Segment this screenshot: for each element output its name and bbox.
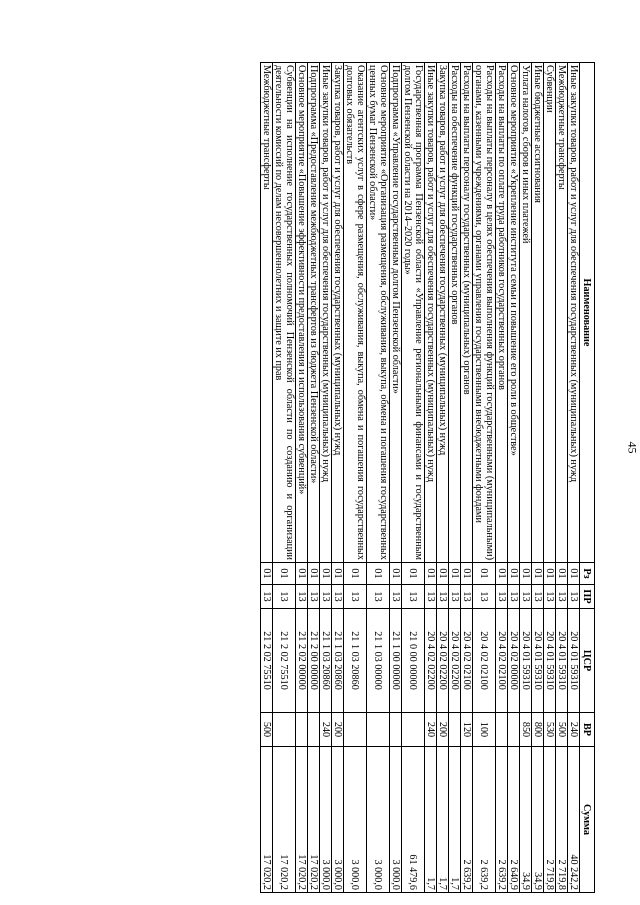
cell-name: Межбюджетные трансферты xyxy=(556,63,568,563)
cell-name: Основное мероприятие «Укрепление института семьи и повышение его роли в обществе» xyxy=(508,63,520,563)
cell-rz: 01 xyxy=(367,563,390,585)
cell-vr xyxy=(402,713,425,747)
cell-vr: 200 xyxy=(437,713,449,747)
cell-pr: 13 xyxy=(344,585,367,609)
cell-name: Иные бюджетные ассигнования xyxy=(532,63,544,563)
cell-sum: 17 020,2 xyxy=(261,747,273,893)
cell-vr xyxy=(273,713,296,747)
table-row xyxy=(273,63,296,893)
cell-vr: 850 xyxy=(520,713,532,747)
budget-table xyxy=(260,62,595,893)
table-row xyxy=(473,63,496,893)
cell-csr: 20 4 01 59310 xyxy=(568,609,580,713)
cell-sum: 40 242,2 xyxy=(568,747,580,893)
cell-name: Расходы на обеспечение функций государственных органов xyxy=(449,63,461,563)
table-body xyxy=(261,63,580,893)
cell-csr: 21 1 03 20860 xyxy=(332,609,344,713)
table-row xyxy=(568,63,580,893)
cell-name: Подпрограмма «Управление государственным долгом Пензенской области» xyxy=(390,63,402,563)
table-row xyxy=(437,63,449,893)
cell-vr xyxy=(296,713,308,747)
cell-vr: 530 xyxy=(544,713,556,747)
cell-csr: 20 4 02 02200 xyxy=(425,609,437,713)
cell-pr: 13 xyxy=(508,585,520,609)
cell-vr: 240 xyxy=(425,713,437,747)
cell-vr: 240 xyxy=(320,713,332,747)
table-row xyxy=(296,63,308,893)
cell-pr: 13 xyxy=(390,585,402,609)
cell-sum: 34,9 xyxy=(532,747,544,893)
cell-name: Основное мероприятие «Повышение эффективности предоставления и использования субвенций» xyxy=(296,63,308,563)
header-sum: Сумма xyxy=(580,747,595,893)
cell-pr: 13 xyxy=(402,585,425,609)
cell-rz: 01 xyxy=(425,563,437,585)
cell-rz: 01 xyxy=(273,563,296,585)
cell-vr: 240 xyxy=(568,713,580,747)
cell-vr: 500 xyxy=(261,713,273,747)
cell-vr xyxy=(308,713,320,747)
cell-rz: 01 xyxy=(308,563,320,585)
cell-csr: 20 4 01 59310 xyxy=(520,609,532,713)
cell-name: Расходы на выплаты по оплате труда работников государственных органов xyxy=(496,63,508,563)
cell-rz: 01 xyxy=(390,563,402,585)
table-row xyxy=(496,63,508,893)
table-row xyxy=(390,63,402,893)
cell-name: Иные закупки товаров, работ и услуг для обеспечения государственных (муниципальных) нужд xyxy=(320,63,332,563)
header-vr: ВР xyxy=(580,713,595,747)
table-header-row xyxy=(580,63,595,893)
cell-sum: 2 639,2 xyxy=(461,747,473,893)
cell-rz: 01 xyxy=(449,563,461,585)
cell-name: Закупка товаров, работ и услуг для обеспечения государственных (муниципальных) нужд xyxy=(437,63,449,563)
cell-sum: 2 639,2 xyxy=(473,747,496,893)
table-row xyxy=(320,63,332,893)
cell-rz: 01 xyxy=(320,563,332,585)
cell-name: Субвенции xyxy=(544,63,556,563)
table-row xyxy=(449,63,461,893)
cell-rz: 01 xyxy=(473,563,496,585)
cell-rz: 01 xyxy=(261,563,273,585)
cell-csr: 20 4 02 00000 xyxy=(508,609,520,713)
cell-csr: 20 4 02 02100 xyxy=(473,609,496,713)
cell-name: Закупка товаров, работ и услуг для обеспечения государственных (муниципальных) нужд xyxy=(332,63,344,563)
cell-pr: 13 xyxy=(320,585,332,609)
cell-sum: 3 000,0 xyxy=(332,747,344,893)
header-csr: ЦСР xyxy=(580,609,595,713)
cell-pr: 13 xyxy=(532,585,544,609)
header-rz: Рз xyxy=(580,563,595,585)
cell-sum: 61 479,6 xyxy=(402,747,425,893)
cell-pr: 13 xyxy=(496,585,508,609)
cell-pr: 13 xyxy=(520,585,532,609)
cell-rz: 01 xyxy=(437,563,449,585)
budget-table-rotated xyxy=(65,62,595,892)
cell-vr: 120 xyxy=(461,713,473,747)
cell-pr: 13 xyxy=(437,585,449,609)
cell-rz: 01 xyxy=(508,563,520,585)
table-row xyxy=(520,63,532,893)
table-row xyxy=(332,63,344,893)
cell-vr xyxy=(367,713,390,747)
cell-pr: 13 xyxy=(308,585,320,609)
cell-sum: 2 719,8 xyxy=(556,747,568,893)
cell-sum: 3 000,0 xyxy=(320,747,332,893)
table-row xyxy=(508,63,520,893)
cell-vr xyxy=(344,713,367,747)
cell-name: Иные закупки товаров, работ и услуг для обеспечения государственных (муниципальных) нужд xyxy=(425,63,437,563)
cell-sum: 3 000,0 xyxy=(344,747,367,893)
cell-name: Оказание агентских услуг в сфере размещения, обслуживания, выкупа, обмена и погашения государственных долговых обязательств xyxy=(344,63,367,563)
cell-rz: 01 xyxy=(556,563,568,585)
cell-rz: 01 xyxy=(568,563,580,585)
cell-sum: 1,7 xyxy=(425,747,437,893)
cell-vr: 200 xyxy=(332,713,344,747)
cell-csr: 21 1 03 20860 xyxy=(344,609,367,713)
cell-sum: 17 020,2 xyxy=(296,747,308,893)
cell-pr: 13 xyxy=(473,585,496,609)
cell-sum: 17 020,2 xyxy=(273,747,296,893)
cell-name: Уплата налогов, сборов и иных платежей xyxy=(520,63,532,563)
cell-csr: 21 2 00 00000 xyxy=(308,609,320,713)
cell-rz: 01 xyxy=(344,563,367,585)
cell-csr: 21 1 03 00000 xyxy=(367,609,390,713)
cell-csr: 21 1 00 00000 xyxy=(390,609,402,713)
table-row xyxy=(461,63,473,893)
cell-sum: 3 000,0 xyxy=(390,747,402,893)
cell-pr: 13 xyxy=(568,585,580,609)
table-row xyxy=(544,63,556,893)
cell-pr: 13 xyxy=(261,585,273,609)
header-name: Наименование xyxy=(580,63,595,563)
header-pr: ПР xyxy=(580,585,595,609)
cell-name: Расходы на выплаты персоналу в целях обеспечения выполнения функций государственными (муниципальными) органами, казенными учреждениями, органами управления государственными внебюджетными фондами xyxy=(473,63,496,563)
cell-sum: 3 000,0 xyxy=(367,747,390,893)
cell-vr xyxy=(449,713,461,747)
cell-sum: 1,7 xyxy=(437,747,449,893)
cell-csr: 21 2 02 00000 xyxy=(296,609,308,713)
cell-sum: 1,7 xyxy=(449,747,461,893)
cell-vr: 800 xyxy=(532,713,544,747)
cell-csr: 20 4 01 59310 xyxy=(556,609,568,713)
cell-name: Иные закупки товаров, работ и услуг для обеспечения государственных (муниципальных) нужд xyxy=(568,63,580,563)
table-row xyxy=(344,63,367,893)
cell-pr: 13 xyxy=(449,585,461,609)
cell-csr: 21 1 03 20860 xyxy=(320,609,332,713)
cell-sum: 2 639,2 xyxy=(496,747,508,893)
cell-csr: 20 4 02 02100 xyxy=(496,609,508,713)
cell-pr: 13 xyxy=(556,585,568,609)
cell-csr: 21 2 02 75510 xyxy=(261,609,273,713)
cell-name: Расходы на выплаты персоналу государственных (муниципальных) органов xyxy=(461,63,473,563)
cell-name: Подпрограмма «Предоставление межбюджетных трансфертов из бюджета Пензенской области» xyxy=(308,63,320,563)
cell-rz: 01 xyxy=(532,563,544,585)
table-row xyxy=(261,63,273,893)
cell-rz: 01 xyxy=(296,563,308,585)
cell-pr: 13 xyxy=(425,585,437,609)
table-row xyxy=(308,63,320,893)
table-row xyxy=(556,63,568,893)
cell-rz: 01 xyxy=(496,563,508,585)
cell-name: Межбюджетные трансферты xyxy=(261,63,273,563)
cell-csr: 21 0 00 00000 xyxy=(402,609,425,713)
cell-rz: 01 xyxy=(520,563,532,585)
cell-vr xyxy=(508,713,520,747)
table-row xyxy=(367,63,390,893)
page-number: 45 xyxy=(625,441,640,454)
table-row xyxy=(402,63,425,893)
cell-sum: 17 020,2 xyxy=(308,747,320,893)
cell-pr: 13 xyxy=(461,585,473,609)
cell-name: Субвенции на исполнение государственных полномочий Пензенской области по созданию и организации деятельности комиссий по делам несовершеннолетних и защите их прав xyxy=(273,63,296,563)
cell-rz: 01 xyxy=(461,563,473,585)
cell-pr: 13 xyxy=(544,585,556,609)
cell-pr: 13 xyxy=(332,585,344,609)
cell-sum: 2 640,9 xyxy=(508,747,520,893)
cell-sum: 34,9 xyxy=(520,747,532,893)
cell-name: Государственная программа Пензенской области «Управление региональными финансами и государственным долгом Пензенской области на 2014–2020 годы» xyxy=(402,63,425,563)
cell-vr: 500 xyxy=(556,713,568,747)
cell-csr: 20 4 02 02200 xyxy=(449,609,461,713)
cell-sum: 2 719,8 xyxy=(544,747,556,893)
cell-csr: 20 4 02 02200 xyxy=(437,609,449,713)
cell-csr: 20 4 02 02100 xyxy=(461,609,473,713)
cell-pr: 13 xyxy=(273,585,296,609)
cell-vr xyxy=(390,713,402,747)
cell-rz: 01 xyxy=(544,563,556,585)
cell-csr: 20 4 01 59310 xyxy=(544,609,556,713)
cell-rz: 01 xyxy=(332,563,344,585)
cell-name: Основное мероприятие «Организация размещения, обслуживания, выкупа, обмена и погашения государственных ценных бумаг Пензенской области» xyxy=(367,63,390,563)
cell-csr: 21 2 02 75510 xyxy=(273,609,296,713)
table-row xyxy=(425,63,437,893)
cell-pr: 13 xyxy=(296,585,308,609)
cell-vr: 100 xyxy=(473,713,496,747)
cell-pr: 13 xyxy=(367,585,390,609)
table-row xyxy=(532,63,544,893)
cell-csr: 20 4 01 59310 xyxy=(532,609,544,713)
cell-rz: 01 xyxy=(402,563,425,585)
cell-vr xyxy=(496,713,508,747)
